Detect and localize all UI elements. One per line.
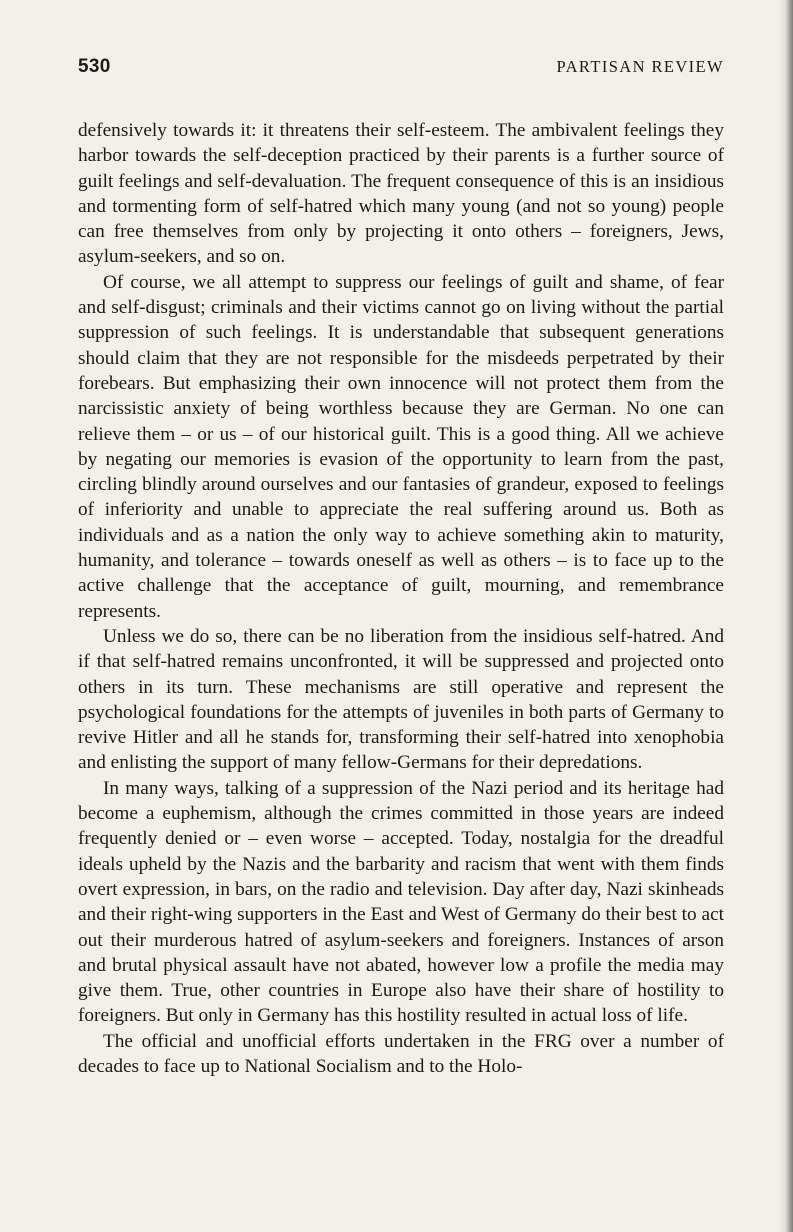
- paragraph: defensively towards it: it threatens their self-esteem. The ambivalent feelings they harbor towards the self-deception practiced by their parents is a further source of guilt feelings and self-devaluation. The frequent consequence of this is an insidious and tormenting form of self-hatred which many young (and not so young) people can free themselves from only by projecting it onto others – foreigners, Jews, asylum-seekers, and so on.: [78, 120, 724, 268]
- paragraph: In many ways, talking of a suppression of the Nazi period and its heritage had become a euphemism, although the crimes committed in those years are indeed frequently denied or – even worse – accepted. Today, nostalgia for the dreadful ideals upheld by the Nazis and the barbarity and racism that went with them finds overt expression, in bars, on the radio and television. Day after day, Nazi skinheads and their right-wing supporters in the East and West of Germany do their best to act out their murderous hatred of asylum-seekers and foreigners. Instances of arson and brutal physical assault have not abated, however low a profile the media may give them. True, other countries in Europe also have their share of hostility to foreigners. But only in Germany has this hostility resulted in actual loss of life.: [78, 777, 724, 1027]
- page-number: 530: [78, 56, 111, 77]
- running-head: PARTISAN REVIEW: [556, 57, 724, 76]
- paragraph: Unless we do so, there can be no liberation from the insidious self-hatred. And if that self-hatred remains unconfronted, it will be suppressed and projected onto others in its turn. These mechanisms are still operative and represent the psychological foundations for the attempts of juveniles in both parts of Germany to revive Hitler and all he stands for, transforming their self-hatred into xenophobia and enlisting the support of many fellow-Germans for their depredations.: [78, 625, 724, 774]
- page-binding-edge: [779, 0, 793, 1232]
- paragraph: The official and unofficial efforts undertaken in the FRG over a number of decades to face up to National Socialism and to the Holo-: [78, 1030, 724, 1077]
- paragraph: Of course, we all attempt to suppress our feelings of guilt and shame, of fear and self-disgust; criminals and their victims cannot go on living without the partial suppression of such feelings. It is understandable that subsequent generations should claim that they are not responsible for the misdeeds perpetrated by their forebears. But emphasizing their own innocence will not protect them from the narcissistic anxiety of being worthless because they are German. No one can relieve them – or us – of our historical guilt. This is a good thing. All we achieve by negating our memories is evasion of the opportunity to learn from the past, circling blindly around ourselves and our fantasies of grandeur, exposed to feelings of inferiority and unable to appreciate the real suffering around us. Both as individuals and as a nation the only way to achieve something akin to maturity, humanity, and tolerance – towards oneself as well as others – is to face up to the active challenge that the acceptance of guilt, mourning, and remembrance represents.: [78, 271, 724, 622]
- page-header: [78, 56, 724, 82]
- body-text: [78, 118, 724, 1079]
